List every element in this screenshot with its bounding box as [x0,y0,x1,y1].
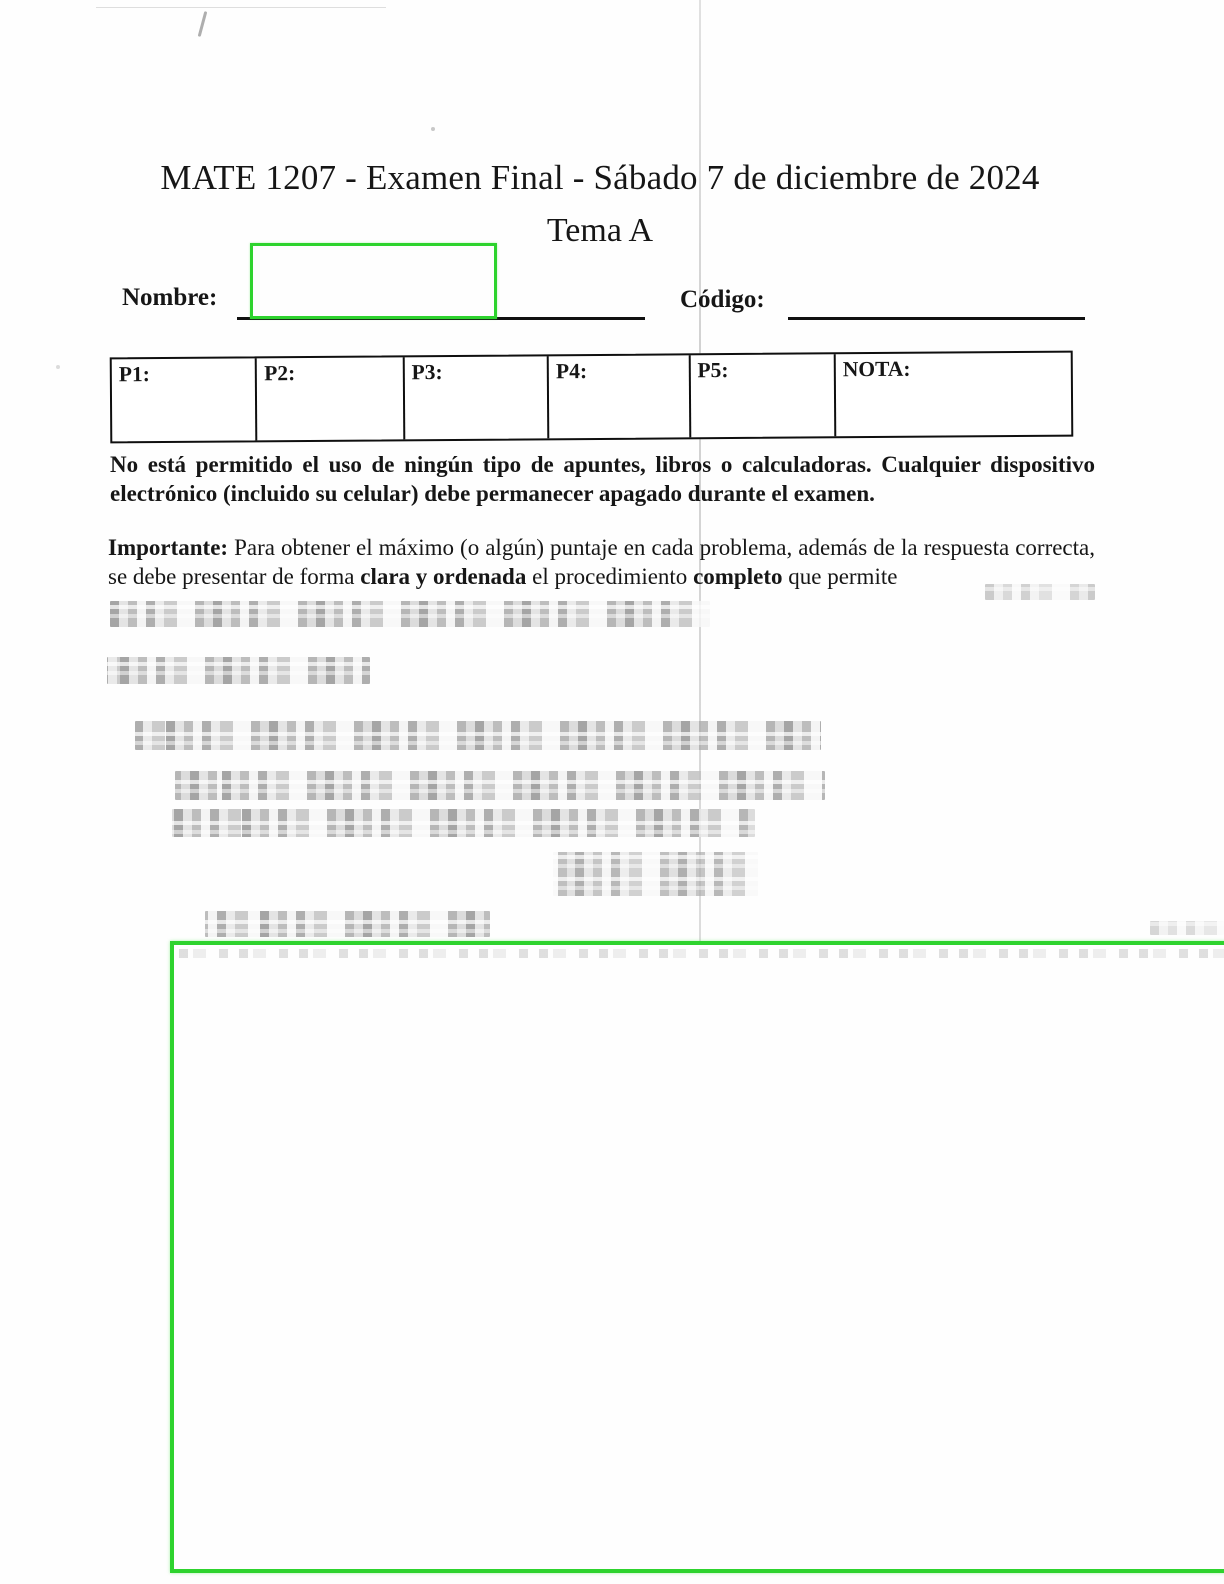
redacted-point-line [205,911,490,937]
scan-edge-artifact [96,7,386,8]
grade-cell-p4: P4: [549,355,691,438]
grade-cell-p3: P3: [404,356,549,439]
code-label: Código: [680,286,765,313]
scan-speck [431,127,435,131]
grade-cell-nota: NOTA: [842,356,911,382]
redacted-paragraph-line-3 [110,601,710,627]
redacted-formula [553,852,758,896]
redacted-right-fragment [1150,921,1224,935]
important-text-1: Para obtener el máximo (o algún) puntaje en cada problema, además de la respuesta correcta, se debe presentar de forma [108,535,1095,589]
grade-table [110,351,1074,444]
redacted-problem-1-line [135,721,821,750]
code-blank-line [788,317,1085,320]
grade-cell-p1: P1: [112,358,258,441]
grade-cell-p5: P5: [690,354,836,437]
name-label: Nombre: [122,284,218,311]
important-text-3: que permite [782,564,898,589]
grade-cell-p2: P2: [257,357,405,440]
redacted-subitem-a-line [175,771,825,800]
faint-redacted-row [179,949,1224,958]
exam-title: MATE 1207 - Examen Final - Sábado 7 de diciembre de 2024 [160,158,1040,197]
important-text-2: el procedimiento [526,564,694,589]
exam-subtitle: Tema A [546,212,654,249]
important-emphasis-2: completo [693,564,783,589]
scan-speck [56,365,60,369]
name-annotation-box [250,243,497,319]
redacted-paragraph-tail [985,584,1095,600]
important-label: Importante: [108,535,229,560]
rules-paragraph: No está permitido el uso de ningún tipo de apuntes, libros o calculadoras. Cualquier dispositivo electrónico (incluido su celular) debe permanecer apagado durante el examen. [110,452,1095,506]
answer-annotation-box [170,941,1224,1573]
redacted-duration-line [107,657,370,684]
redacted-subitem-b-line [172,809,755,837]
important-paragraph [108,533,1095,591]
pen-stroke-mark [198,11,208,37]
important-emphasis-1: clara y ordenada [360,564,527,589]
